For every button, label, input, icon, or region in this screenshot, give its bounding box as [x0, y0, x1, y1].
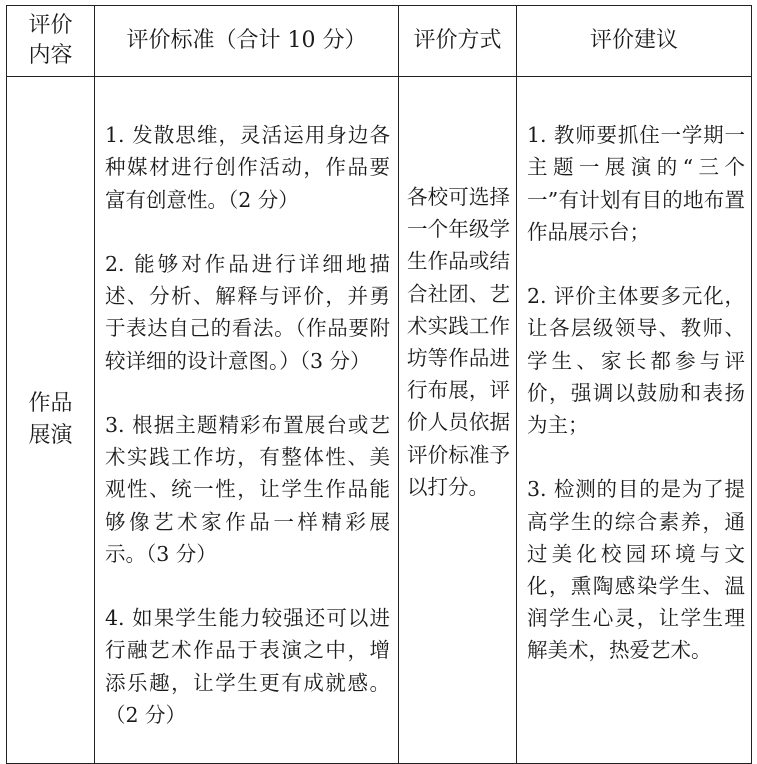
suggestion-item-2: 2. 评价主体要多元化，让各层级领导、教师、学生、家长都参与评价，强调以鼓励和表扬为主；	[527, 284, 745, 438]
table-row	[7, 77, 752, 764]
standard-item-1: 1. 发散思维，灵活运用身边各种媒材进行创作活动，作品要富有创意性。（2 分）	[105, 123, 390, 212]
method-cell	[399, 77, 517, 764]
content-label: 作品 展演	[28, 391, 73, 449]
standard-cell	[95, 77, 399, 764]
standard-item-2: 2. 能够对作品进行详细地描述、分析、解释与评价，并勇于表达自己的看法。（作品要附较详细的设计意图。）（3 分）	[105, 252, 390, 373]
header-standard: 评价标准（合计 10 分）	[95, 6, 399, 77]
suggestion-item-1: 1. 教师要抓住一学期一主题一展演的“三个一”有计划有目的地布置作品展示台；	[527, 123, 745, 244]
standard-item-3: 3. 根据主题精彩布置展台或艺术实践工作坊，有整体性、美观性、统一性，让学生作品能够像艺术家作品一样精彩展示。（3 分）	[105, 413, 390, 566]
header-method: 评价方式	[399, 6, 517, 77]
suggestion-cell	[517, 77, 752, 764]
header-content: 评价 内容	[7, 6, 95, 77]
standard-item-4: 4. 如果学生能力较强还可以进行融艺术作品于表演之中，增添乐趣，让学生更有成就感。（2 分）	[105, 606, 390, 727]
suggestion-item-3: 3. 检测的目的是为了提高学生的综合素养，通过美化校园环境与文化，熏陶感染学生、温润学生心灵，让学生理解美术，热爱艺术。	[527, 477, 745, 663]
method-text: 各校可选择一个年级学生作品或结合社团、艺术实践工作坊等作品进行布展，评价人员依据评价标准予以打分。	[407, 185, 510, 499]
header-row	[7, 6, 752, 77]
evaluation-table	[6, 5, 752, 764]
header-suggestion: 评价建议	[517, 6, 752, 77]
content-cell	[7, 77, 95, 764]
